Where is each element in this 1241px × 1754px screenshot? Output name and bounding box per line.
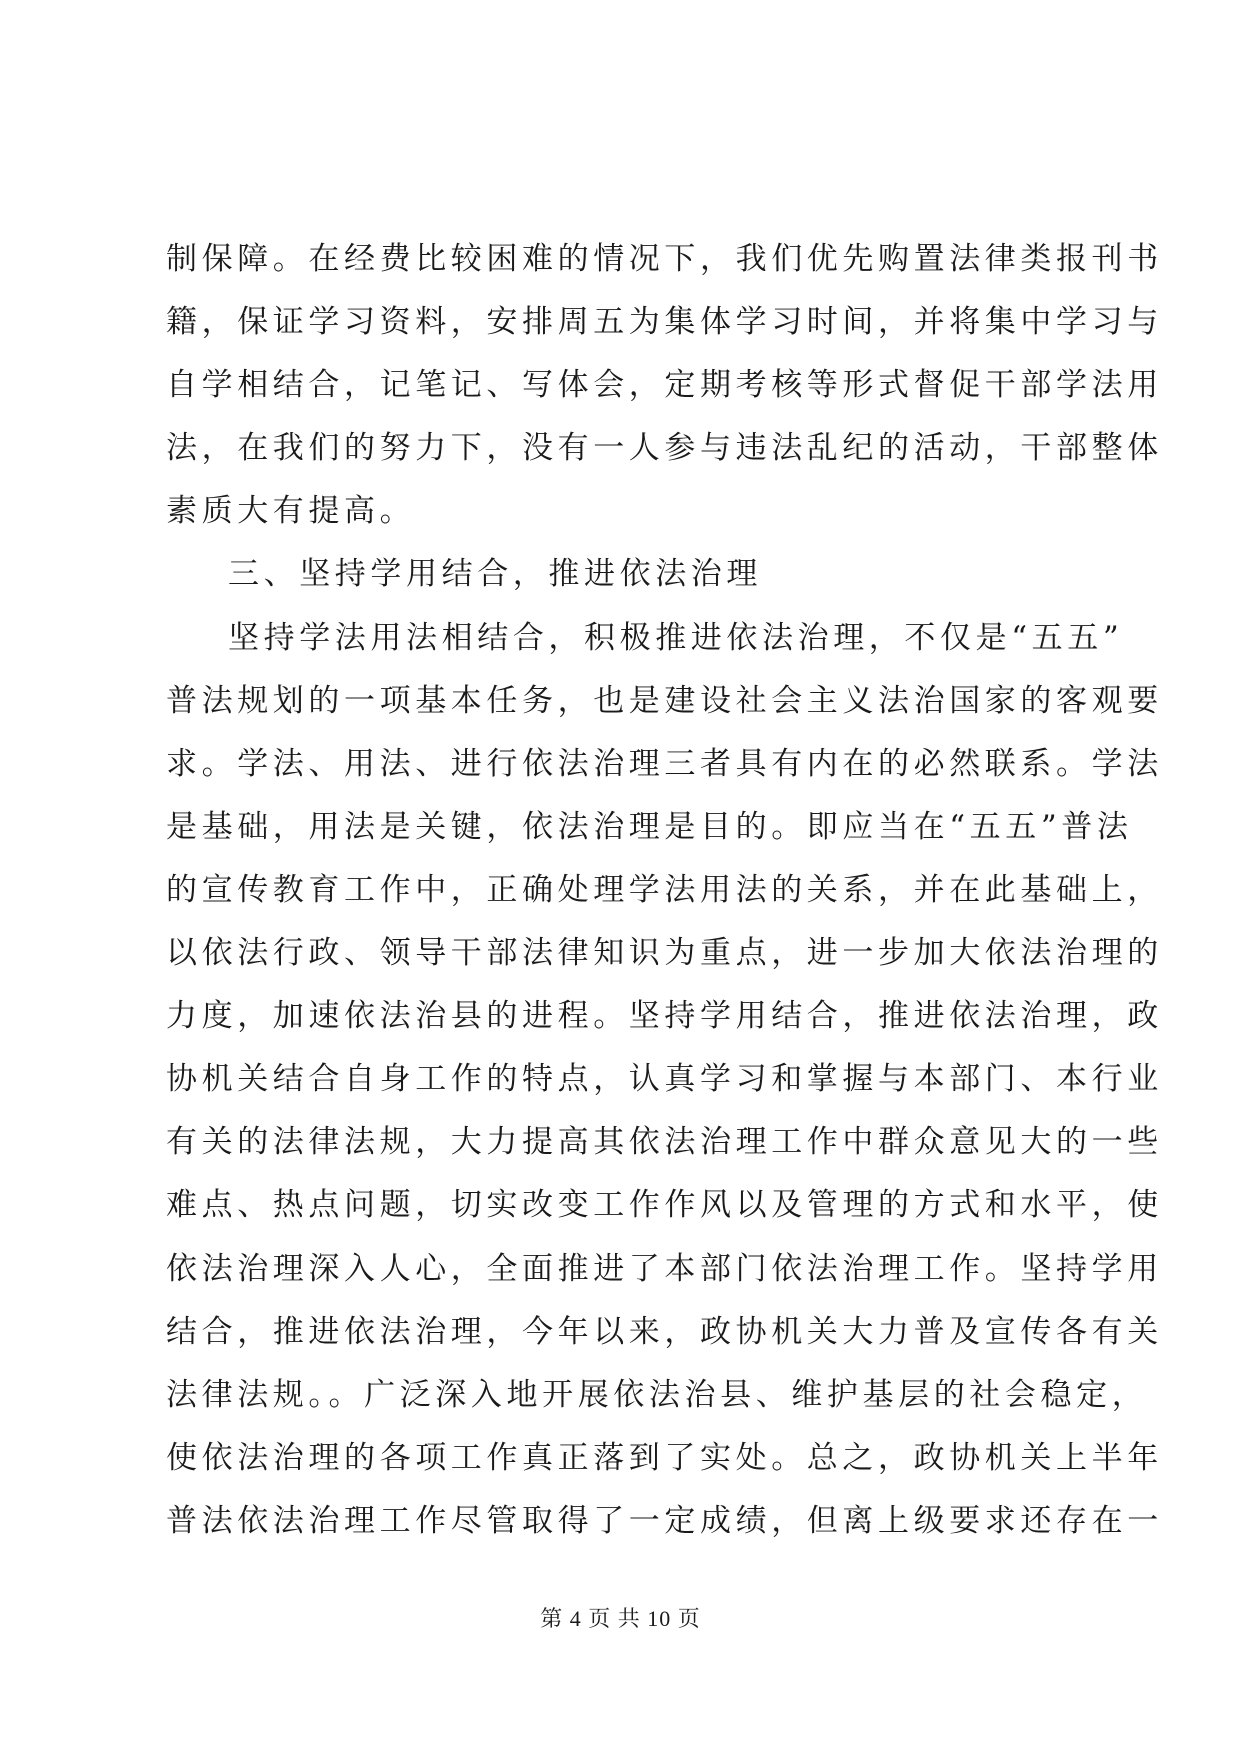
text-line: 以依法行政、领导干部法律知识为重点，进一步加大依法治理的 xyxy=(166,935,1163,972)
text-line: 的宣传教育工作中，正确处理学法用法的关系，并在此基础上， xyxy=(166,871,1163,908)
text-line: 法律法规。。广泛深入地开展依法治县、维护基层的社会稳定， xyxy=(166,1376,1148,1413)
text-line: 普法规划的一项基本任务，也是建设社会主义法治国家的客观要 xyxy=(166,682,1163,719)
text-line: 结合，推进依法治理，今年以来，政协机关大力普及宣传各有关 xyxy=(166,1313,1163,1350)
text-line: 普法依法治理工作尽管取得了一定成绩，但离上级要求还存在一 xyxy=(166,1502,1163,1539)
text-line: 难点、热点问题，切实改变工作作风以及管理的方式和水平，使 xyxy=(166,1187,1163,1224)
text-line: 制保障。在经费比较困难的情况下，我们优先购置法律类报刊书 xyxy=(166,241,1163,277)
text-line: 坚持学法用法相结合，积极推进依法治理，不仅是“五五” xyxy=(228,619,1124,656)
text-line: 力度，加速依法治县的进程。坚持学用结合，推进依法治理，政 xyxy=(166,998,1163,1035)
text-line: 协机关结合自身工作的特点，认真学习和掌握与本部门、本行业 xyxy=(166,1061,1163,1098)
text-line: 是基础，用法是关键，依法治理是目的。即应当在“五五”普法 xyxy=(166,808,1133,845)
text-line: 自学相结合，记笔记、写体会，定期考核等形式督促干部学法用 xyxy=(166,367,1163,404)
text-line: 法，在我们的努力下，没有一人参与违法乱纪的活动，干部整体 xyxy=(166,430,1163,467)
text-line: 籍，保证学习资料，安排周五为集体学习时间，并将集中学习与 xyxy=(166,304,1163,341)
body-text xyxy=(166,228,1163,1553)
text-line: 素质大有提高。 xyxy=(166,493,416,530)
page-number-footer: 第 4 页 共 10 页 xyxy=(540,1606,701,1631)
text-line: 使依法治理的各项工作真正落到了实处。总之，政协机关上半年 xyxy=(166,1439,1163,1476)
text-line: 依法治理深入人心，全面推进了本部门依法治理工作。坚持学用 xyxy=(166,1250,1163,1287)
text-line: 有关的法律法规，大力提高其依法治理工作中群众意见大的一些 xyxy=(166,1124,1163,1161)
section-heading: 三、坚持学用结合，推进依法治理 xyxy=(228,556,762,593)
text-line: 求。学法、用法、进行依法治理三者具有内在的必然联系。学法 xyxy=(166,745,1163,782)
